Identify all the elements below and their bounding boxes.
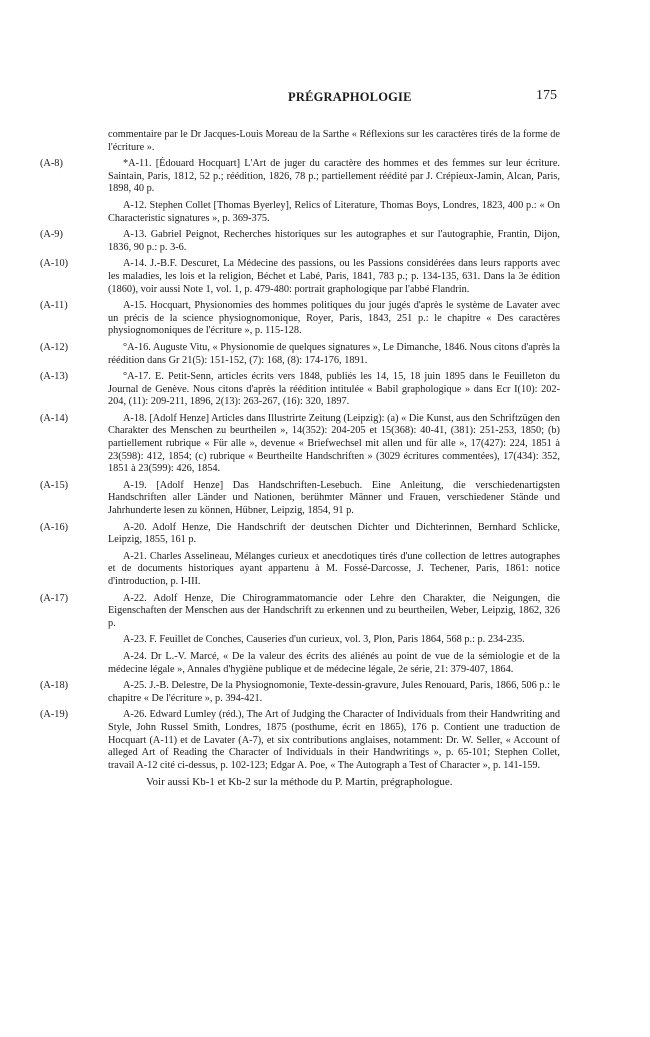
page-number: 175 [536,88,557,103]
bibliography-entry [40,522,560,547]
entry-siglum: (A-14) [40,412,69,424]
entry-text: A-15. Hocquart, Physionomies des hommes politiques du jour jugés d'après le système de Lavater avec un précis de la science physiognomonique, Royer, Paris, 1843, 251 p.: le chapitre « Des caractères physiognomoniques de l'écriture », p. 115-128. [108,300,560,337]
entry-text: A-25. J.-B. Delestre, De la Physiognomonie, Texte-dessin-gravure, Jules Renouard, Paris, 1866, 506 p.: le chapitre « De l'écriture », p. 394-421. [108,680,560,704]
bibliography-list [40,129,560,789]
entry-siglum: (A-17) [40,592,69,604]
bibliography-entry [40,200,560,225]
entry-text: A-21. Charles Asselineau, Mélanges curieux et anecdotiques tirés d'une collection de lettres autographes et de documents historiques ayant appartenu à M. Fossé-Darcosse, J. Techener, Paris, 1861: notice d'introduction, p. I-III. [108,550,560,587]
bibliography-entry [40,158,560,196]
entry-text: A-24. Dr L.-V. Marcé, « De la valeur des écrits des aliénés au point de vue de la sémiologie et de la médecine légale », Annales d'hygiène publique et de médecine légale, 2e série, 21: 379-407, 1864. [108,650,560,675]
entry-siglum: (A-16) [40,521,69,533]
bibliography-entry [40,413,560,476]
entry-text: commentaire par le Dr Jacques-Louis Moreau de la Sarthe « Réflexions sur les caractères tirés de la forme de l'écriture ». [108,129,560,153]
bibliography-entry [40,551,560,589]
entry-text: °A-16. Auguste Vitu, « Physionomie de quelques signatures », Le Dimanche, 1846. Nous citons d'après la réédition dans Gr 21(5): 151-152, (7): 168, (8): 174-176, 1891. [108,341,560,366]
entry-text: A-18. [Adolf Henze] Articles dans Illustrirte Zeitung (Leipzig): (a) « Die Kunst, aus den Schriftzügen den Charakter des Menschen zu beurtheilen », 14(352): 204-205 et 15(368): 40-41, (381): 251-253, 1850; (b) partiellement rubrique « Für alle », devenue « Briefwechsel mit allen und für alle », 17(427): 224, 1851 à 23(598): 412, 1854; (c) rubrique « Beurtheilte Handschriften » (3029 écritures commentées), 17(434): 352, 1851 à 23(599): 426, 1854. [108,412,560,475]
bibliography-entry [40,229,560,254]
entry-siglum: (A-15) [40,479,69,491]
entry-siglum: (A-18) [40,680,69,692]
entry-text: A-23. F. Feuillet de Conches, Causeries d'un curieux, vol. 3, Plon, Paris 1864, 568 p.: p. 234-235. [123,634,525,646]
entry-siglum: (A-8) [40,158,63,170]
running-header [0,90,650,110]
bibliography-entry [40,480,560,518]
entry-text: A-19. [Adolf Henze] Das Handschriften-Lesebuch. Eine Anleitung, die verschiedenartigsten Handschriften aller Länder und Nationen, berühmter Männer und Frauen, verschiedener Stände und Jahrhunderte lesen zu können, Hübner, Leipzig, 1854, 91 p. [108,479,560,517]
entry-text: A-22. Adolf Henze, Die Chirogrammatomancie oder Lehre den Charakter, die Neigungen, die Eigenschaften der Menschen aus der Handschrift zu erkennen und zu beurtheilen, Weber, Leipzig, 1862, 326 p. [108,592,560,629]
entry-siglum: (A-12) [40,341,69,353]
page-title: PRÉGRAPHOLOGIE [288,90,412,104]
entry-text: A-12. Stephen Collet [Thomas Byerley], Relics of Literature, Thomas Boys, Londres, 1823, 400 p.: « On Characteristic signatures », p. 369-375. [108,199,560,224]
bibliography-entry [40,258,560,296]
entry-text: A-26. Edward Lumley (réd.), The Art of Judging the Character of Individuals from their Handwriting and Style, John Russel Smith, Londres, 1875 (posthume, écrit en 1865), 176 p. Contient une traduction de Hocquart (A-11) et de Lavater (A-7), et six contributions anglaises, notamment: Dr. W. Seller, « Account of alleged Art of Reading the Character of Individuals in their Handwritings », p. 65-101; Stephen Collet, travail A-12 cité ci-dessus, p. 102-123; Edgar A. Poe, « The Autograph a Test of Character », p. 141-159. [108,709,560,771]
bibliography-entry [40,651,560,676]
bibliography-entry [40,300,560,338]
entry-siglum: (A-10) [40,258,69,270]
see-also-note: Voir aussi Kb-1 et Kb-2 sur la méthode du P. Martin, prégraphologue. [146,776,453,789]
entry-siglum: (A-19) [40,709,69,721]
entry-text: °A-17. E. Petit-Senn, articles écrits vers 1848, publiés les 14, 15, 18 juin 1895 dans le Feuilleton du Journal de Genève. Nous citons d'après la réédition intitulée « Babil graphologique » dans Ecr I(10): 202-204, (11): 209-211, 1896, 2(13): 263-267, (16): 320, 1897. [108,371,560,408]
bibliography-entry [40,593,560,631]
bibliography-entry [40,371,560,409]
bibliography-entry [40,709,560,772]
bibliography-entry [40,129,560,154]
entry-siglum: (A-11) [40,300,68,312]
entry-text: *A-11. [Édouard Hocquart] L'Art de juger du caractère des hommes et des femmes sur leur écriture. Saintain, Paris, 1812, 52 p.; réédition, 1826, 78 p.; partiellement réédité par J. Crépieux-Jamin, Alcan, Paris, 1898, 40 p. [108,158,560,195]
bibliography-entry [40,342,560,367]
bibliography-entry [40,680,560,705]
entry-siglum: (A-9) [40,229,63,241]
entry-siglum: (A-13) [40,371,69,383]
entry-text: A-14. J.-B.F. Descuret, La Médecine des passions, ou les Passions considérées dans leurs rapports avec les maladies, les lois et la religion, Béchet et Labé, Paris, 1841, 783 p.; p. 134-135, 631. Dans la 3e édition (1860), voir aussi Note 1, vol. 1, p. 479-480: portrait graphologique par l'abbé Flandrin. [108,258,560,295]
bibliography-entry [40,634,560,647]
entry-text: A-13. Gabriel Peignot, Recherches historiques sur les autographes et sur l'autographie, Frantin, Dijon, 1836, 90 p.: p. 3-6. [108,229,560,253]
entry-text: A-20. Adolf Henze, Die Handschrift der deutschen Dichter und Dichterinnen, Bernhard Schlicke, Leipzig, 1855, 161 p. [108,521,560,546]
